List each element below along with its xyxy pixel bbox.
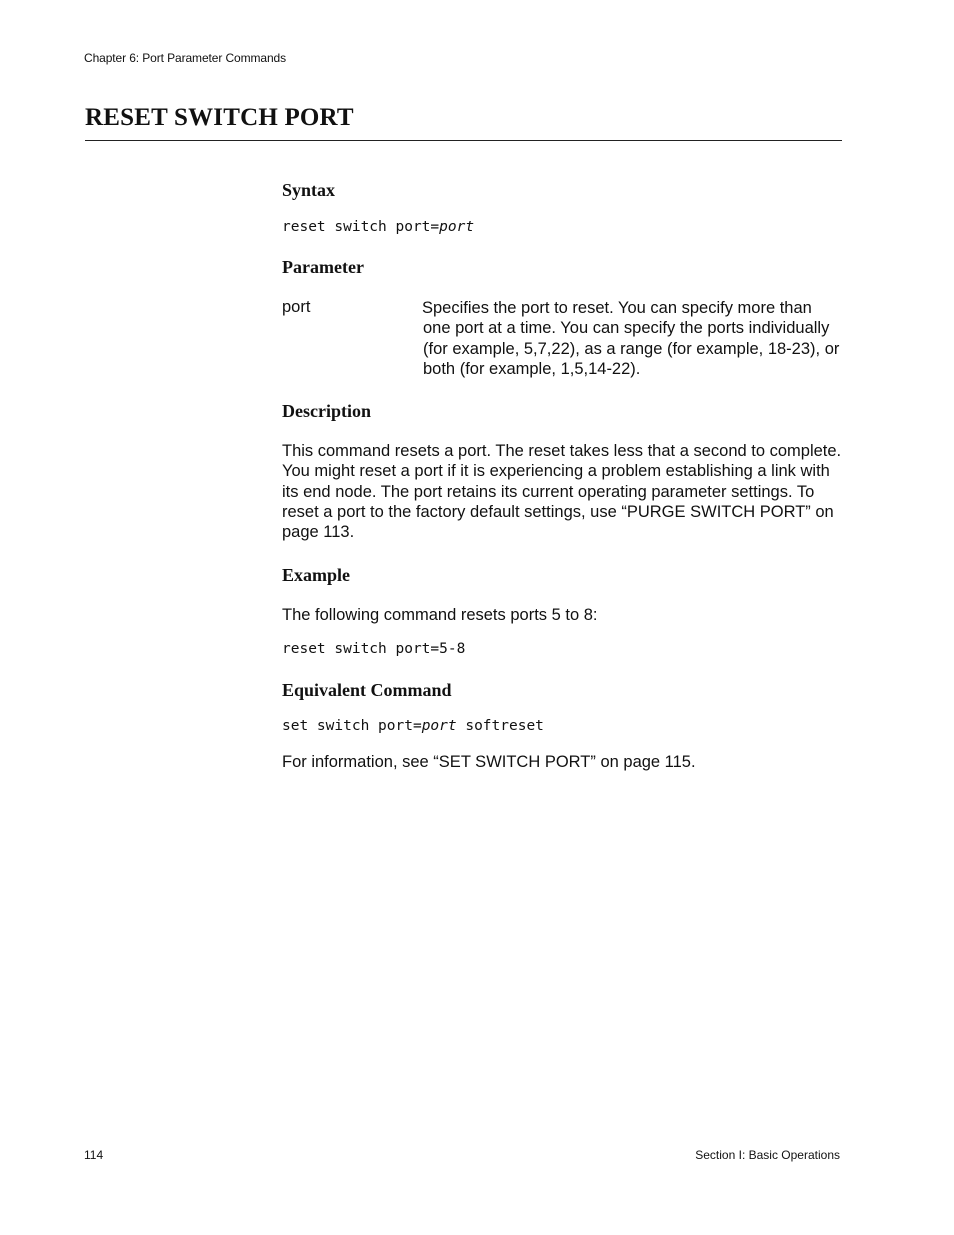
page-number: 114 bbox=[84, 1148, 104, 1162]
example-text: The following command resets ports 5 to 8: bbox=[282, 606, 598, 624]
syntax-heading: Syntax bbox=[282, 180, 336, 200]
footer-section: Section I: Basic Operations bbox=[695, 1148, 840, 1162]
parameter-description-rest: one port at a time. You can specify the ports individually (for example, 5,7,22), as a range (for example, 18-23), or both (for example, 1,5,14-22). bbox=[423, 319, 840, 378]
syntax-command-arg: port bbox=[439, 219, 475, 235]
equivalent-command bbox=[282, 718, 544, 734]
equivalent-heading: Equivalent Command bbox=[282, 680, 452, 700]
equivalent-text: For information, see “SET SWITCH PORT” on page 115. bbox=[282, 753, 696, 771]
page-title: RESET SWITCH PORT bbox=[85, 104, 354, 131]
description-text: This command resets a port. The reset takes less that a second to complete. You might reset a port if it is experiencing a problem establishing a link with its end node. The port retains its current operating parameter settings. To reset a port to the factory default settings, use “PURGE SWITCH PORT” on page 113. bbox=[282, 442, 842, 542]
title-rule bbox=[85, 140, 842, 141]
parameter-description-line1: Specifies the port to reset. You can specify more than bbox=[422, 299, 812, 317]
example-command: reset switch port=5-8 bbox=[282, 641, 466, 657]
parameter-description bbox=[422, 298, 842, 379]
equivalent-command-prefix: set switch port= bbox=[282, 718, 422, 734]
syntax-command bbox=[282, 219, 474, 235]
parameter-heading: Parameter bbox=[282, 257, 364, 277]
equivalent-command-suffix: softreset bbox=[456, 718, 544, 734]
parameter-name: port bbox=[282, 298, 311, 316]
example-heading: Example bbox=[282, 565, 351, 585]
equivalent-command-arg: port bbox=[421, 718, 457, 734]
running-header: Chapter 6: Port Parameter Commands bbox=[84, 51, 287, 65]
description-heading: Description bbox=[282, 401, 371, 421]
syntax-command-prefix: reset switch port= bbox=[282, 219, 440, 235]
